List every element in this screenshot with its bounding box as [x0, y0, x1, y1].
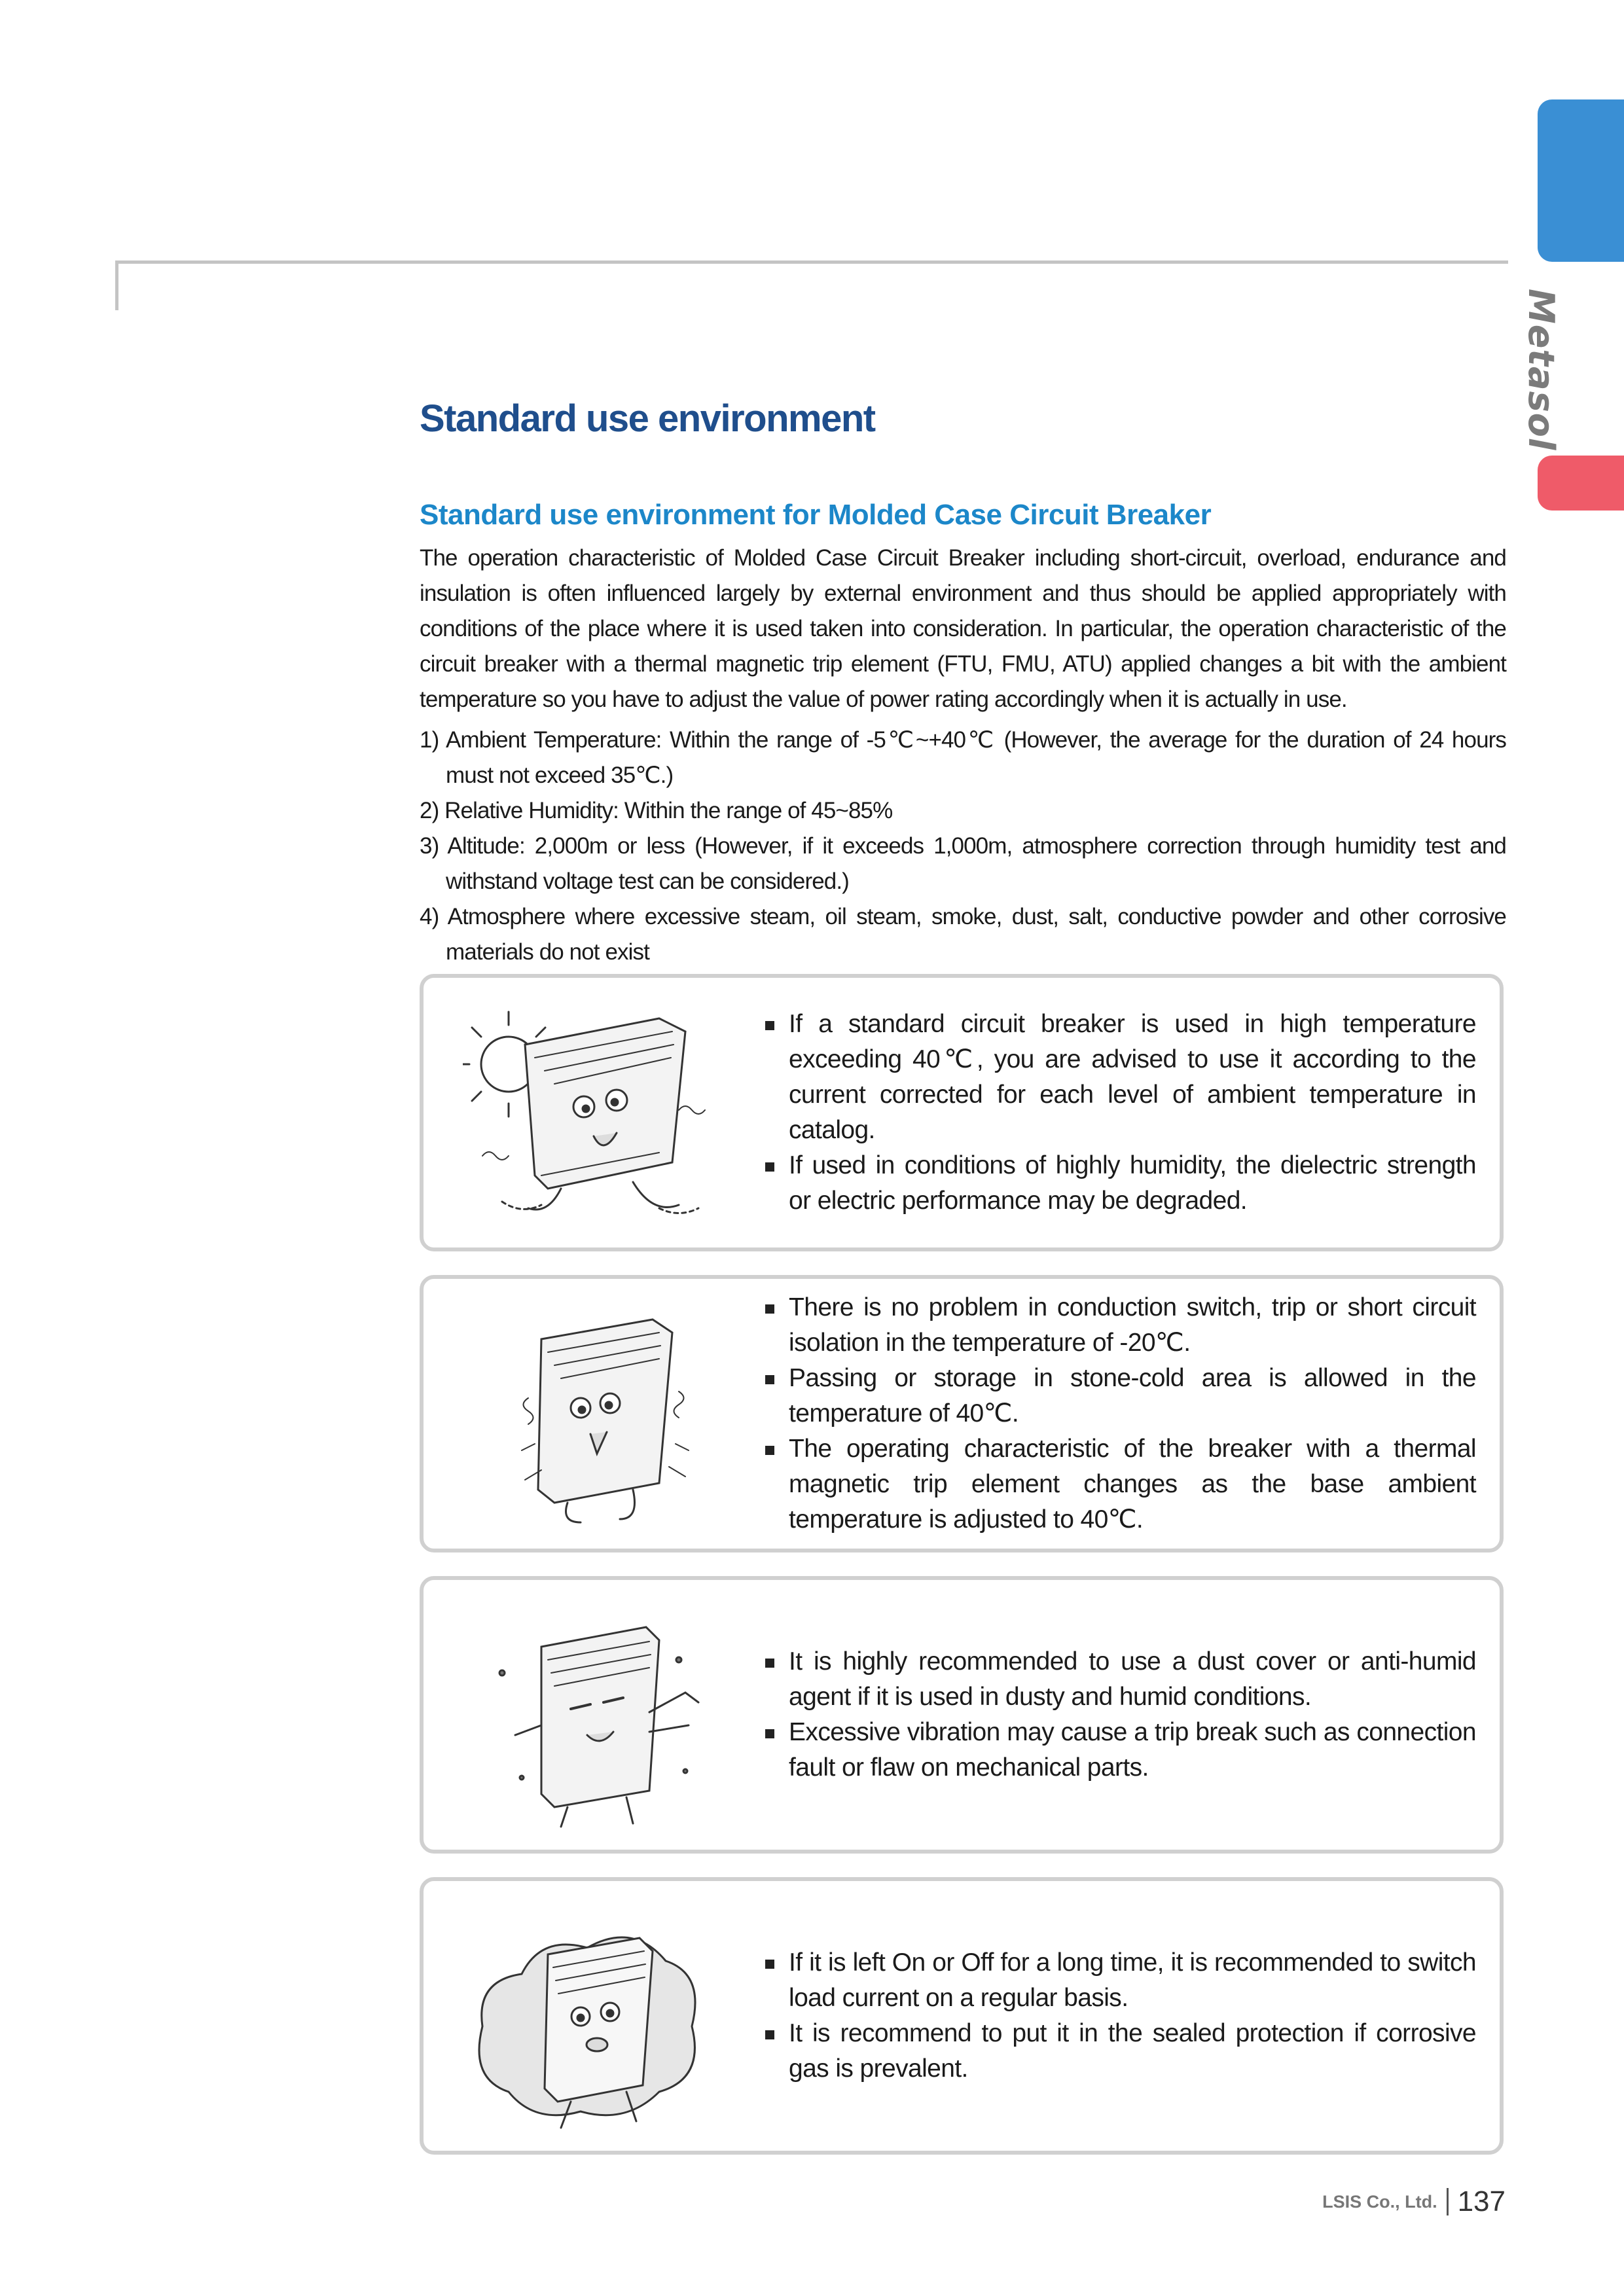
bullet-square-icon [765, 1446, 774, 1455]
header-rule-tick [115, 260, 118, 310]
bullet-item: There is no problem in conduction switch, trip or short circuit isolation in the temperature of -20℃. [764, 1290, 1476, 1361]
conditions-list [420, 723, 1506, 970]
bullet-square-icon [765, 1729, 774, 1738]
callout-box-corrosion [420, 1877, 1504, 2155]
page-title: Standard use environment [420, 397, 875, 440]
bullet-square-icon [765, 1162, 774, 1172]
side-tab-label: Metasol [1521, 289, 1562, 451]
bullet-item: If a standard circuit breaker is used in high temperature exceeding 40℃, you are advised to use it according to the current corrected for each level of ambient temperature in catalog. [764, 1007, 1476, 1148]
footer-separator [1447, 2188, 1449, 2215]
intro-paragraph: The operation characteristic of Molded Case Circuit Breaker including short-circuit, overload, endurance and insulation is often influenced largely by external environment and thus should be applied appropriately with conditions of the place where it is used taken into consideration. In particular, the operation characteristic of the circuit breaker with a thermal magnetic trip element (FTU, FMU, ATU) applied changes a bit with the ambient temperature so you have to adjust the value of power rating accordingly when it is actually in use. [420, 545, 1506, 712]
bullet-item: It is highly recommended to use a dust cover or anti-humid agent if it is used in dusty and humid conditions. [764, 1644, 1476, 1715]
page-number: 137 [1457, 2185, 1506, 2217]
condition-item: 4) Atmosphere where excessive steam, oil steam, smoke, dust, salt, conductive powder and other corrosive materials do not exist [420, 904, 1506, 965]
condition-item: 3) Altitude: 2,000m or less (However, if it exceeds 1,000m, atmosphere correction through humidity test and withstand voltage test can be considered.) [420, 833, 1506, 894]
side-tab-blue [1538, 99, 1624, 262]
bullet-item: If used in conditions of highly humidity, the dielectric strength or electric performance may be degraded. [764, 1148, 1476, 1219]
callout-box-heat [420, 974, 1504, 1251]
bullet-list [764, 1290, 1476, 1537]
bullet-item: The operating characteristic of the breaker with a thermal magnetic trip element changes as the base ambient temperature is adjusted to 40℃. [764, 1431, 1476, 1537]
bullet-list [764, 1945, 1476, 2087]
dusty-breaker-icon [463, 1594, 712, 1835]
bullet-item: Excessive vibration may cause a trip break such as connection fault or flaw on mechanical parts. [764, 1715, 1476, 1785]
cold-breaker-icon [463, 1293, 712, 1534]
side-tab-red [1538, 456, 1624, 511]
bullet-square-icon [765, 1960, 774, 1969]
bullet-square-icon [765, 1304, 774, 1314]
bullet-square-icon [765, 2030, 774, 2039]
callout-box-dust [420, 1576, 1504, 1854]
callout-box-cold [420, 1275, 1504, 1552]
condition-item: 2) Relative Humidity: Within the range of 45~85% [420, 798, 893, 823]
corrosive-gas-breaker-icon [463, 1895, 712, 2136]
bullet-list [764, 1644, 1476, 1785]
bullet-square-icon [765, 1375, 774, 1384]
header-rule [115, 260, 1508, 264]
bullet-item: If it is left On or Off for a long time, it is recommended to switch load current on a regular basis. [764, 1945, 1476, 2016]
bullet-square-icon [765, 1021, 774, 1030]
footer-company: LSIS Co., Ltd. [1322, 2191, 1437, 2212]
condition-item: 1) Ambient Temperature: Within the range of -5℃~+40℃ (However, the average for the duration of 24 hours must not exceed 35℃.) [420, 727, 1506, 788]
bullet-list [764, 1007, 1476, 1219]
section-title: Standard use environment for Molded Case Circuit Breaker [420, 499, 1212, 531]
page-footer [1283, 2182, 1506, 2221]
bullet-item: Passing or storage in stone-cold area is allowed in the temperature of 40℃. [764, 1361, 1476, 1431]
hot-breaker-icon [463, 992, 712, 1233]
bullet-item: It is recommend to put it in the sealed protection if corrosive gas is prevalent. [764, 2016, 1476, 2087]
bullet-square-icon [765, 1659, 774, 1668]
